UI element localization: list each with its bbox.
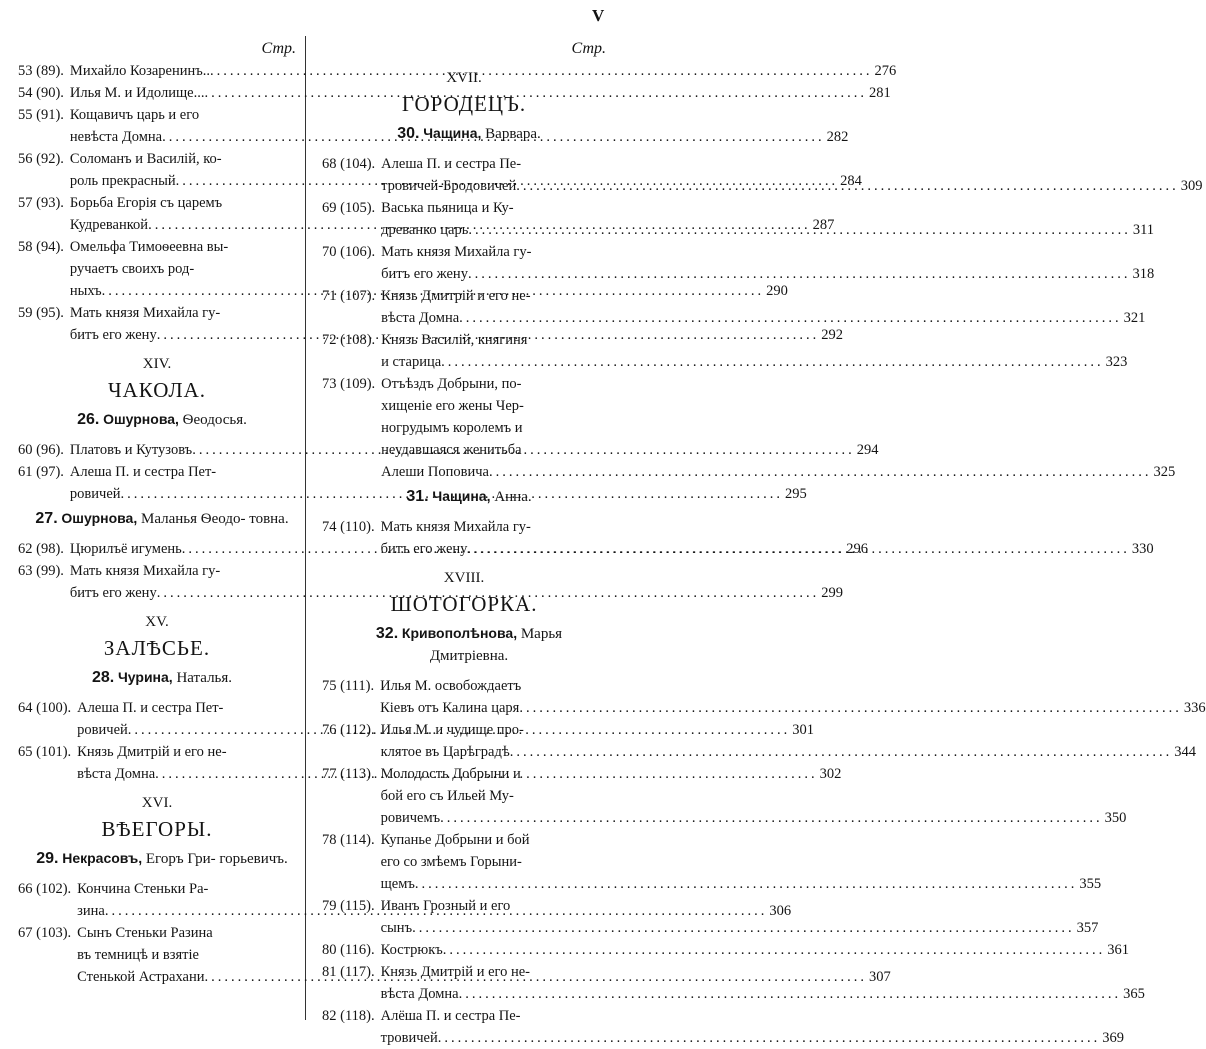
entry-number: 75 (111). [322, 678, 375, 694]
entry-number: 80 (116). [322, 942, 375, 958]
dot-leader [516, 175, 1179, 197]
entry-text [381, 329, 1127, 373]
performer-surname: Кривополѣнова, [401, 625, 518, 641]
entry-page-number: 350 [1104, 810, 1127, 826]
entry-title-line: ныхъ [69, 283, 102, 299]
entry-title-line: и старица [381, 354, 442, 370]
performer-surname: Чурина, [117, 669, 173, 685]
entry-title-line: ручаетъ своихъ род- [69, 261, 195, 277]
entry-title-line: Алеши Поповича [381, 464, 489, 480]
entry-number: 63 (99). [18, 563, 64, 579]
entry-title-line: Кончина Стеньки Ра- [77, 881, 209, 897]
performer-given-name: Варвара. [485, 126, 541, 142]
entry-text [381, 961, 1145, 1005]
entry-page-number: 323 [1105, 354, 1128, 370]
entry-number: 67 (103). [18, 925, 72, 941]
entry-title-line: Князь Дмитрій и его не- [77, 744, 227, 760]
section-numeral: XVIII. [443, 570, 485, 586]
entry-title-line: Илья М. и чудище про- [380, 722, 524, 738]
entry-number: 57 (93). [18, 195, 64, 211]
entry-last-line [381, 807, 1127, 829]
entry-page-number: 336 [1183, 700, 1206, 716]
entry-page-number: 361 [1107, 942, 1130, 958]
performer-given-name: Егоръ Гри- горьевичъ. [145, 851, 288, 867]
toc-entry [322, 829, 1102, 895]
entry-text [381, 829, 1102, 895]
section-place-title: ШОТОГОРКА. [390, 592, 538, 616]
entry-last-line [380, 697, 1206, 719]
entry-number: 65 (101). [18, 744, 72, 760]
entry-number: 64 (100). [18, 700, 72, 716]
dot-leader [415, 873, 1078, 895]
dot-leader [438, 1027, 1101, 1049]
entry-title-line: вѣста Домна [77, 766, 156, 782]
section-place-title: ЧАКОЛА. [107, 378, 207, 402]
entry-number: 69 (105). [322, 200, 376, 216]
entry-page-number: 292 [821, 327, 843, 343]
toc-entry [322, 241, 1155, 285]
section-numeral: XVII. [446, 70, 482, 86]
entry-last-line [381, 219, 1154, 241]
entry-page-number: 330 [1131, 541, 1154, 557]
entry-title-line: ровичей [77, 722, 128, 738]
entry-last-line [381, 351, 1127, 373]
entry-last-line [381, 917, 1099, 939]
entry-number: 70 (106). [322, 244, 376, 260]
performer-surname: Ошурнова, [103, 411, 179, 427]
section-place-title: ВѢЕГОРЫ. [101, 817, 213, 841]
performer-given-name: Анна. [494, 489, 532, 505]
entry-number: 61 (97). [18, 464, 64, 480]
dot-leader [459, 307, 1122, 329]
entry-number: 77 (113). [322, 766, 375, 782]
entry-page-number: 307 [869, 969, 891, 985]
entry-page-number: 302 [819, 766, 842, 782]
entry-title-line: Кощавичъ царь и его [69, 107, 200, 123]
entry-number: 59 (95). [18, 305, 64, 321]
entry-page-number: 355 [1079, 876, 1102, 892]
performer-given-name: Маланья Ѳеодо- товна. [140, 511, 289, 527]
entry-title-line: Стенькой Астрахани [77, 969, 205, 985]
entry-last-line [381, 939, 1129, 961]
entry-number: 55 (91). [18, 107, 64, 123]
entry-last-line [381, 741, 1196, 763]
entry-text [381, 241, 1154, 285]
entry-text [381, 197, 1154, 241]
entry-page-number: 365 [1123, 986, 1145, 1002]
entry-title-line: Мать князя Михайла гу- [381, 244, 532, 260]
entry-page-number: 318 [1132, 266, 1155, 282]
entry-last-line [381, 873, 1102, 895]
entry-title-line: битъ его жену [69, 585, 157, 601]
entry-last-line [381, 538, 1154, 560]
performer-number: 27. [35, 510, 58, 527]
entry-title-line: Отъѣздъ Добрыни, по- [381, 376, 522, 392]
entry-title-line: роль прекрасный [69, 173, 176, 189]
entry-number: 81 (117). [322, 964, 375, 980]
toc-entry [322, 939, 1130, 961]
section-numeral: XIV. [142, 356, 172, 372]
performer-given-name: Наталья. [176, 670, 233, 686]
entry-title-line: тровичей-Бродовичей [381, 178, 517, 194]
entry-text [381, 373, 1175, 483]
entry-page-number: 287 [812, 217, 835, 233]
section-place-title: ЗАЛѢСЬЕ. [103, 636, 211, 660]
entry-title-line: битъ его жену [380, 541, 468, 557]
entry-page-number: 321 [1123, 310, 1146, 326]
entry-title-line: Илья М. и Идолище... [69, 85, 205, 101]
entry-number: 74 (110). [322, 519, 375, 535]
entry-title-line: вѣста Домна [381, 310, 460, 326]
performer-given-name: Марья Дмитріевна. [429, 626, 563, 664]
performer-number: 29. [36, 850, 59, 867]
entry-number: 71 (107). [322, 288, 376, 304]
dot-leader [443, 939, 1106, 961]
entry-page-number: 357 [1076, 920, 1099, 936]
entry-title-line: Михайло Козаренинъ.. [69, 63, 211, 79]
entry-title-line: Купанье Добрыни и бой [380, 832, 530, 848]
performer-number: 31. [406, 488, 429, 505]
entry-last-line [381, 461, 1175, 483]
performer-surname: Ошурнова, [61, 510, 138, 526]
entry-title-line: Кіевъ отъ Калина царя [380, 700, 520, 716]
entry-number: 82 (118). [322, 1008, 375, 1024]
entry-title-line: зина [77, 903, 105, 919]
performer-heading [322, 622, 606, 667]
entry-text [381, 1005, 1124, 1049]
entry-page-number: 290 [766, 283, 788, 299]
performer-heading [322, 122, 606, 145]
performer-heading [18, 408, 296, 431]
entry-last-line [381, 175, 1202, 197]
entry-title-line: Алёша П. и сестра Пе- [380, 1008, 521, 1024]
performer-surname: Некрасовъ, [62, 850, 143, 866]
entry-title-line: тровичей [380, 1030, 438, 1046]
toc-entry [322, 675, 1206, 719]
page-column-header: Стр. [261, 40, 296, 57]
entry-title-line: Омельфа Тимоѳеевна вы- [69, 239, 229, 255]
entry-page-number: 369 [1102, 1030, 1124, 1046]
entry-number: 73 (109). [322, 376, 376, 392]
entry-title-line: Платовъ и Кутузовъ [69, 442, 193, 458]
entry-title-line: неудавшаяся женитьба [381, 442, 522, 458]
entry-text [381, 153, 1202, 197]
entry-text [381, 285, 1145, 329]
entry-title-line: Мать князя Михайла гу- [69, 563, 221, 579]
entry-title-line: невѣста Домна [69, 129, 163, 145]
section-place-title: ГОРОДЕЦЪ. [401, 92, 527, 116]
entry-title-line: Алеша П. и сестра Пет- [77, 700, 224, 716]
performer-surname: Чащина, [432, 488, 491, 504]
entry-page-number: 284 [840, 173, 862, 189]
entry-page-number: 311 [1132, 222, 1155, 238]
entry-title-line: Сынъ Стеньки Разина [77, 925, 213, 941]
entry-title-line: Борьба Егорія съ царемъ [69, 195, 223, 211]
entry-title-line: Кострюкъ [380, 942, 443, 958]
performer-number: 32. [375, 625, 399, 642]
entry-title-line: хищеніе его жены Чер- [381, 398, 524, 414]
entry-title-line: Алеша П. и сестра Пе- [381, 156, 522, 172]
entry-title-line: битъ его жену [69, 327, 157, 343]
dot-leader [467, 538, 1130, 560]
entry-title-line: Мать князя Михайла гу- [380, 519, 531, 535]
entry-title-line: Цюрилъё игумень [69, 541, 182, 557]
entry-title-line: Соломанъ и Василій, ко- [69, 151, 222, 167]
entry-page-number: 325 [1153, 464, 1176, 480]
entry-title-line: щемъ [380, 876, 415, 892]
entry-number: 53 (89). [18, 63, 64, 79]
entry-title-line: Князь Дмитрій и его не- [381, 288, 531, 304]
toc-entry [322, 1005, 1124, 1049]
dot-leader [510, 741, 1173, 763]
entry-text [381, 719, 1196, 763]
entry-number: 68 (104). [322, 156, 376, 172]
entry-page-number: 299 [821, 585, 843, 601]
entry-text [380, 675, 1206, 719]
entry-page-number: 295 [785, 486, 807, 502]
page-number: V [592, 6, 605, 25]
entry-title-line: бой его съ Ильей Му- [380, 788, 514, 804]
entry-title-line: въ темницѣ и взятіе [77, 947, 199, 963]
entry-title-line: Кудреванкой [69, 217, 149, 233]
entry-page-number: 282 [826, 129, 849, 145]
entry-number: 66 (102). [18, 881, 72, 897]
entry-page-number: 344 [1174, 744, 1196, 760]
dot-leader [412, 917, 1075, 939]
entry-number: 60 (96). [18, 442, 64, 458]
dot-leader [489, 461, 1152, 483]
entry-title-line: Илья М. освобождаетъ [380, 678, 522, 694]
entry-title-line: Князь Василій, княгиня [381, 332, 528, 348]
entry-number: 72 (108). [322, 332, 376, 348]
entry-page-number: 276 [874, 63, 897, 79]
entry-last-line [381, 1027, 1124, 1049]
entry-title-line: Алеша П. и сестра Пет- [69, 464, 217, 480]
entry-number: 58 (94). [18, 239, 64, 255]
entry-page-number: 309 [1180, 178, 1203, 194]
entry-title-line: Князь Дмитрій и его не- [380, 964, 531, 980]
entry-page-number: 296 [846, 541, 869, 557]
dot-leader [441, 351, 1104, 373]
entry-page-number: 294 [856, 442, 879, 458]
entry-number: 78 (114). [322, 832, 375, 848]
section-numeral: XV. [145, 614, 169, 630]
entry-number: 62 (98). [18, 541, 64, 557]
performer-heading [18, 666, 296, 689]
entry-text [381, 939, 1129, 961]
entry-page-number: 301 [792, 722, 815, 738]
entry-title-line: сынъ [380, 920, 413, 936]
entry-title-line: Молодость Добрыни и [380, 766, 521, 782]
entry-title-line: его со змѣемъ Горыни- [380, 854, 522, 870]
section-numeral: XVI. [141, 795, 173, 811]
performer-heading [18, 847, 296, 870]
entry-title-line: ногрудымъ королемъ и [381, 420, 523, 436]
entry-title-line: вѣста Домна [380, 986, 459, 1002]
entry-title-line: Иванъ Грозный и его [380, 898, 511, 914]
entry-last-line [381, 983, 1145, 1005]
entry-title-line: Васька пьяница и Ку- [381, 200, 514, 216]
dot-leader [440, 807, 1103, 829]
dot-leader [459, 983, 1122, 1005]
entry-text [381, 516, 1154, 560]
performer-given-name: Ѳеодосья. [182, 412, 247, 428]
entry-number: 54 (90). [18, 85, 64, 101]
entry-title-line: ровичей [69, 486, 121, 502]
page-column-header: Стр. [571, 40, 606, 57]
performer-number: 26. [77, 411, 100, 428]
entry-title-line: ровичемъ [380, 810, 441, 826]
performer-heading [322, 485, 606, 508]
performer-heading [18, 507, 296, 530]
entry-number: 56 (92). [18, 151, 64, 167]
dot-leader [468, 219, 1131, 241]
entry-number: 76 (112). [322, 722, 375, 738]
performer-number: 30. [397, 125, 420, 142]
entry-page-number: 306 [769, 903, 792, 919]
entry-title-line: битъ его жену [381, 266, 468, 282]
entry-last-line [381, 307, 1145, 329]
dot-leader [519, 697, 1182, 719]
performer-surname: Чащина, [423, 125, 482, 141]
performer-number: 28. [91, 669, 115, 686]
entry-last-line [381, 263, 1154, 285]
entry-text [381, 763, 1127, 829]
entry-title-line: древанко царь [381, 222, 469, 238]
entry-text [381, 895, 1099, 939]
entry-number: 79 (115). [322, 898, 375, 914]
entry-title-line: клятое въ Царѣградѣ [380, 744, 510, 760]
entry-title-line: Мать князя Михайла гу- [69, 305, 221, 321]
entry-page-number: 281 [868, 85, 891, 101]
dot-leader [468, 263, 1131, 285]
